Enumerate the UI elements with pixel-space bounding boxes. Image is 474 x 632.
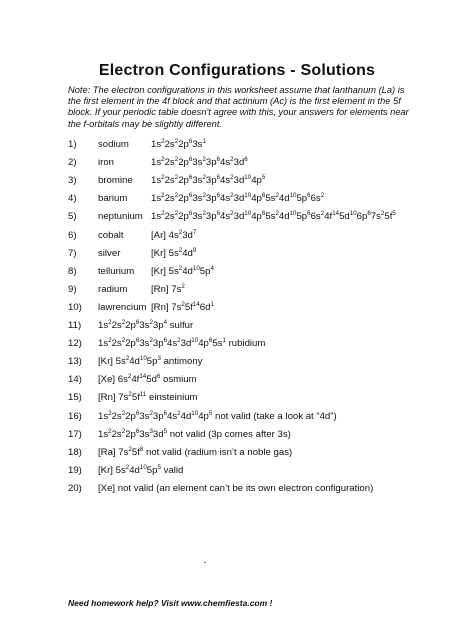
answer-row [68, 410, 468, 424]
element-name: barium [98, 193, 128, 205]
row-number: 1) [68, 139, 77, 150]
row-number: 3) [68, 175, 77, 187]
answer-row [68, 210, 468, 224]
answer-row [68, 482, 468, 496]
configuration-answer: [Kr] $5s^24d^{10}5p^5$ valid [98, 463, 184, 476]
electron-configuration: [Kr] $5s^24d^{10}5p^4$ [151, 264, 214, 277]
answer-row [68, 464, 468, 478]
row-number: 5) [68, 211, 77, 223]
configuration-answer: [Kr] $5s^24d^{10}5p^3$ antimony [98, 355, 203, 368]
answer-row [68, 138, 468, 152]
row-number: 16) [68, 410, 82, 422]
row-number: 4) [68, 193, 77, 205]
answer-row [68, 247, 468, 261]
scan-speck [204, 562, 206, 563]
row-number: 19) [68, 464, 82, 476]
answer-row [68, 192, 468, 206]
row-number: 12) [68, 338, 82, 350]
answer-row [68, 174, 468, 188]
electron-configuration: $1s^22s^22p^63s^23p^64s^23d^{10}4p^5$ [151, 174, 266, 187]
answer-row [68, 283, 468, 297]
answer-row [68, 446, 468, 460]
answer-row [68, 391, 468, 405]
configuration-answer: $1s^22s^22p^63s^33d^5$ not valid (3p comes after 3s) [98, 427, 291, 440]
row-number: 6) [68, 229, 77, 241]
answer-row [68, 229, 468, 243]
row-number: 14) [68, 374, 82, 386]
row-number: 10) [68, 301, 82, 313]
row-number: 17) [68, 428, 82, 440]
configuration-answer: [Xe] $6s^24f^{14}5d^6$ osmium [98, 373, 197, 386]
electron-configuration: $1s^22s^22p^63s^23p^64s^23d^{10}4p^65s^24d^{10}5p^66s^24f^{14}5d^{10}6p^67s^25f^5$ [151, 210, 396, 223]
row-number: 9) [68, 283, 77, 295]
configuration-answer: [Ra] $7s^25f^8$ not valid (radium isn’t a noble gas) [98, 445, 293, 458]
electron-configuration: $1s^22s^22p^63s^23p^64s^23d^{10}4p^65s^24d^{10}5p^66s^2$ [151, 192, 325, 205]
element-name: neptunium [98, 211, 143, 223]
answer-row [68, 319, 468, 333]
configuration-answer: [Rn] $7s^25f^{11}$ einsteinium [98, 391, 198, 404]
note-paragraph: Note: The electron configurations in this worksheet assume that lanthanum (La) is the first element in the 4f block and that actinium (Ac) is the first element in the 5f block. If your periodic table doesn't agree with this, your answers for elements near the f-orbitals may be slightly different. [68, 85, 409, 129]
row-number: 15) [68, 392, 82, 404]
page-title: Electron Configurations - Solutions [98, 62, 376, 79]
answer-row [68, 301, 468, 315]
electron-configuration: $1s^22s^22p^63s^23p^64s^23d^6$ [151, 156, 248, 169]
element-name: bromine [98, 175, 133, 187]
row-number: 11) [68, 320, 82, 331]
row-number: 7) [68, 247, 77, 259]
row-number: 8) [68, 265, 77, 277]
electron-configuration: [Rn] $7s^25f^{14}6d^1$ [151, 300, 214, 313]
answer-row [68, 265, 468, 279]
answer-row [68, 428, 468, 442]
row-number: 20) [68, 482, 82, 494]
configuration-answer: $1s^22s^22p^63s^23p^4$ sulfur [98, 319, 194, 331]
element-name: sodium [98, 139, 129, 150]
answer-row [68, 373, 468, 387]
answer-row [68, 337, 468, 351]
answer-row [68, 156, 468, 170]
row-number: 18) [68, 446, 82, 458]
electron-configuration: [Rn] $7s^2$ [151, 282, 185, 295]
answer-row [68, 355, 468, 369]
element-name: silver [98, 247, 121, 259]
electron-configuration: [Kr] $5s^24d^9$ [151, 246, 197, 259]
element-name: iron [98, 157, 114, 169]
row-number: 13) [68, 356, 82, 368]
element-name: lawrencium [98, 301, 147, 313]
footer-text: Need homework help? Visit www.chemfiesta.com ! [68, 598, 273, 608]
element-name: cobalt [98, 229, 124, 241]
element-name: radium [98, 283, 128, 295]
electron-configuration: [Ar] $4s^23d^7$ [151, 228, 197, 241]
row-number: 2) [68, 157, 77, 169]
configuration-answer: [Xe] not valid (an element can’t be its own electron configuration) [98, 482, 374, 494]
configuration-answer: $1s^22s^22p^63s^23p^64s^24d^{10}4p^5$ not valid (take a look at “4d”) [98, 409, 337, 422]
electron-configuration: $1s^22s^22p^63s^1$ [151, 138, 206, 150]
element-name: tellurium [98, 265, 135, 277]
configuration-answer: $1s^22s^22p^63s^23p^64s^23d^{10}4p^65s^1$ rubidium [98, 337, 266, 350]
